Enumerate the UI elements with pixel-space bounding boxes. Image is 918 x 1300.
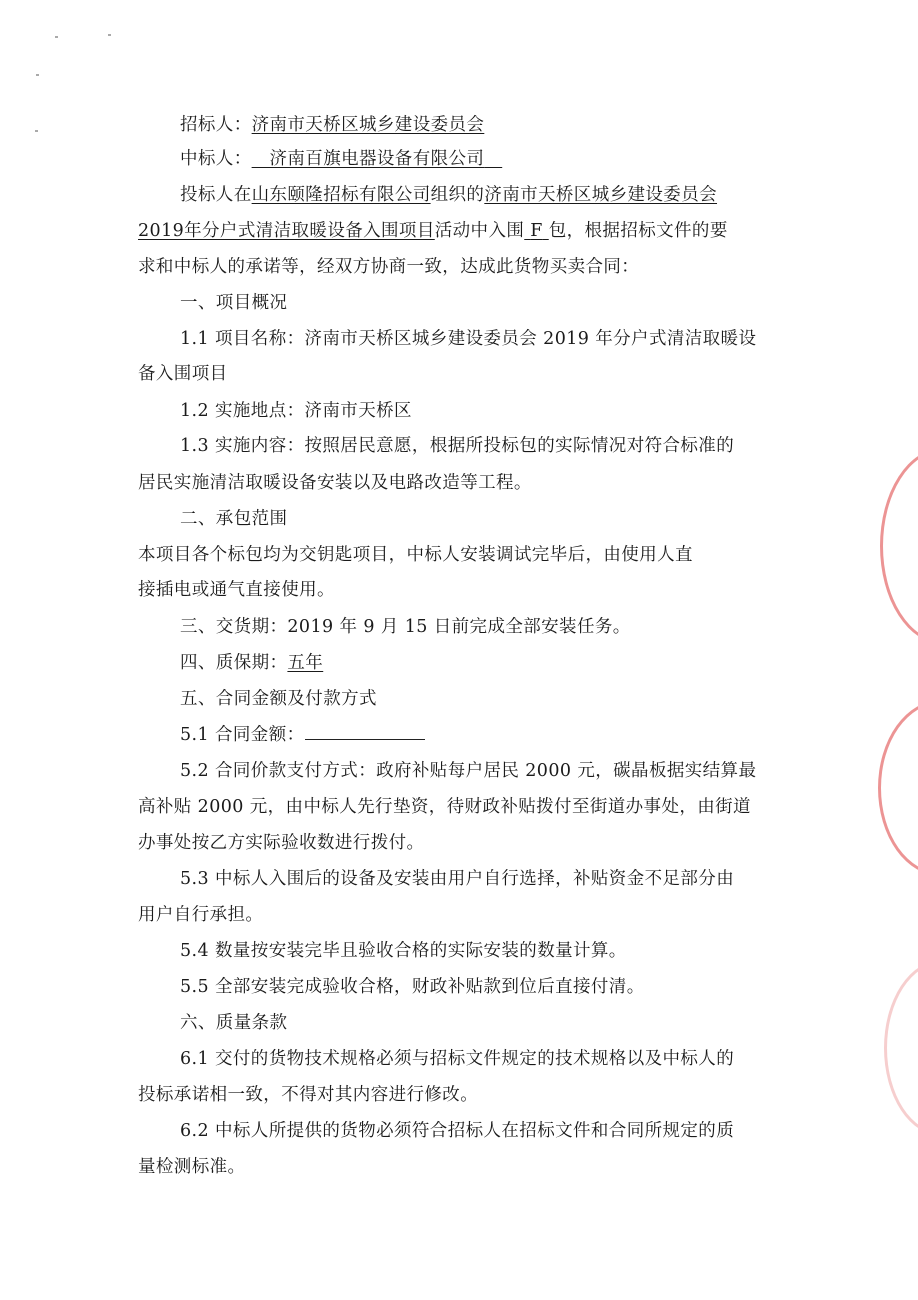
contract-amount-label: 5.1 合同金额： bbox=[180, 725, 305, 745]
intro-text-2: 组织的 bbox=[430, 185, 485, 205]
tenderer-name: 济南市天桥区城乡建设委员会 bbox=[251, 115, 485, 135]
section-5-title: 五、合同金额及付款方式 bbox=[180, 689, 377, 709]
section-2-line-1: 本项目各个标包均为交钥匙项目，中标人安装调试完毕后，由使用人直 bbox=[138, 545, 693, 565]
section-2-line-2: 接插电或通气直接使用。 bbox=[138, 580, 335, 600]
section-2-title: 二、承包范围 bbox=[180, 509, 288, 529]
section-1-title: 一、项目概况 bbox=[180, 293, 288, 313]
tenderer-line bbox=[180, 113, 484, 137]
bidding-agency: 山东颐隆招标有限公司 bbox=[251, 185, 431, 205]
lot-id: F bbox=[530, 221, 543, 241]
clause-5-3-line-1: 5.3 中标人入围后的设备及安装由用户自行选择，补贴资金不足部分由 bbox=[180, 869, 735, 889]
intro-line-3: 求和中标人的承诺等，经双方协商一致，达成此货物买卖合同： bbox=[138, 257, 640, 277]
intro-line-2 bbox=[138, 219, 728, 243]
intro-text-1: 投标人在 bbox=[180, 185, 252, 205]
clause-5-1 bbox=[180, 723, 425, 747]
intro-text-3: 活动中入围 bbox=[434, 221, 525, 241]
seal-stamp-bottom bbox=[884, 960, 918, 1136]
tenderer-label: 招标人： bbox=[180, 115, 252, 135]
clause-6-2-line-2: 量检测标准。 bbox=[138, 1157, 246, 1177]
clause-1-2: 1.2 实施地点：济南市天桥区 bbox=[180, 401, 412, 421]
clause-5-4: 5.4 数量按安装完毕且验收合格的实际安装的数量计算。 bbox=[180, 941, 627, 961]
warranty-value: 五年 bbox=[287, 653, 324, 673]
project-name: 2019年分户式清洁取暖设备入围项目 bbox=[138, 221, 435, 241]
seal-stamp-top bbox=[880, 448, 918, 644]
client-name: 济南市天桥区城乡建设委员会 bbox=[484, 185, 718, 205]
section-4-warranty bbox=[180, 651, 323, 675]
contract-amount-blank bbox=[305, 725, 425, 740]
clause-5-2-line-1: 5.2 合同价款支付方式：政府补贴每户居民 2000 元，碳晶板据实结算最 bbox=[180, 761, 757, 781]
winner-label: 中标人： bbox=[180, 149, 252, 169]
clause-6-1-line-2: 投标承诺相一致，不得对其内容进行修改。 bbox=[138, 1085, 479, 1105]
clause-1-1-line-2: 备入围项目 bbox=[138, 364, 228, 384]
clause-6-1-line-1: 6.1 交付的货物技术规格必须与招标文件规定的技术规格以及中标人的 bbox=[180, 1049, 735, 1069]
seal-stamp-middle bbox=[878, 700, 918, 876]
clause-6-2-line-1: 6.2 中标人所提供的货物必须符合招标人在招标文件和合同所规定的质 bbox=[180, 1121, 735, 1141]
clause-5-5: 5.5 全部安装完成验收合格，财政补贴款到位后直接付清。 bbox=[180, 977, 645, 997]
clause-1-3-line-2: 居民实施清洁取暖设备安装以及电路改造等工程。 bbox=[138, 473, 532, 493]
warranty-label: 四、质保期： bbox=[180, 653, 288, 673]
clause-5-2-line-2: 高补贴 2000 元，由中标人先行垫资，待财政补贴拨付至街道办事处，由街道 bbox=[138, 797, 751, 817]
winner-name: 济南百旗电器设备有限公司 bbox=[269, 149, 485, 169]
winner-line bbox=[180, 147, 502, 171]
section-3-delivery: 三、交货期：2019 年 9 月 15 日前完成全部安装任务。 bbox=[180, 617, 631, 637]
clause-5-2-line-3: 办事处按乙方实际验收数进行拨付。 bbox=[138, 833, 425, 853]
intro-line-1 bbox=[180, 183, 717, 207]
clause-1-3-line-1: 1.3 实施内容：按照居民意愿，根据所投标包的实际情况对符合标准的 bbox=[180, 436, 735, 456]
intro-text-4: 包，根据招标文件的要 bbox=[548, 221, 728, 241]
clause-5-3-line-2: 用户自行承担。 bbox=[138, 905, 264, 925]
clause-1-1-line-1: 1.1 项目名称：济南市天桥区城乡建设委员会 2019 年分户式清洁取暖设 bbox=[180, 329, 757, 349]
section-6-title: 六、质量条款 bbox=[180, 1013, 288, 1033]
